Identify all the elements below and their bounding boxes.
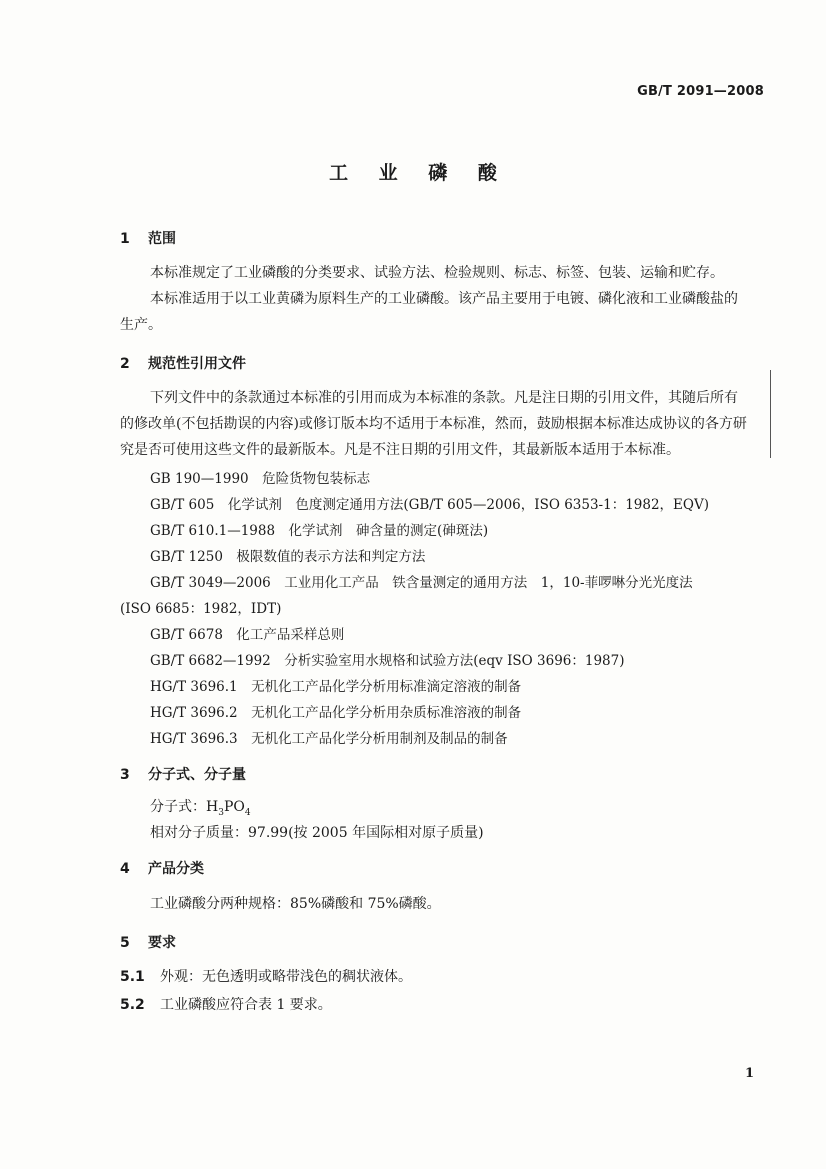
- section-4-heading: [120, 858, 204, 878]
- revision-margin-line: [770, 370, 771, 458]
- subsection-text: 工业磷酸应符合表 1 要求。: [160, 997, 332, 1013]
- section-2-intro: 下列文件中的条款通过本标准的引用而成为本标准的条款。凡是注日期的引用文件，其随后所有: [150, 390, 738, 406]
- subsection-number: 5.1: [120, 969, 145, 985]
- formula-text: 分子式：H: [150, 799, 219, 815]
- reference-item: GB/T 610.1—1988 化学试剂 砷含量的测定(砷斑法): [150, 523, 489, 539]
- section-2-intro: 究是否可使用这些文件的最新版本。凡是不注日期的引用文件，其最新版本适用于本标准。: [120, 442, 680, 458]
- formula-subscript: 4: [244, 807, 251, 818]
- reference-item: GB/T 6678 化工产品采样总则: [150, 627, 345, 643]
- section-2-intro: 的修改单(不包括勘误的内容)或修订版本均不适用于本标准，然而，鼓励根据本标准达成协议的各方研: [120, 416, 747, 432]
- reference-item: HG/T 3696.1 无机化工产品化学分析用标准滴定溶液的制备: [150, 679, 522, 695]
- subsection-text: 外观：无色透明或略带浅色的稠状液体。: [160, 969, 412, 985]
- section-number: 4: [120, 861, 130, 877]
- reference-item: GB/T 3049—2006 工业用化工产品 铁含量测定的通用方法 1，10-菲啰啉分光光度法: [150, 575, 693, 591]
- section-title: 规范性引用文件: [148, 356, 246, 372]
- reference-item: GB 190—1990 危险货物包装标志: [150, 471, 371, 487]
- formula-text: PO: [223, 799, 245, 815]
- reference-item: GB/T 605 化学试剂 色度测定通用方法(GB/T 605—2006，ISO 6353-1：1982，EQV): [150, 497, 709, 513]
- section-title: 要求: [148, 935, 176, 951]
- section-title: 产品分类: [148, 861, 204, 877]
- formula-subscript: 3: [218, 807, 224, 818]
- subsection-number: 5.2: [120, 997, 145, 1013]
- standard-code: GB/T 2091—2008: [637, 84, 764, 99]
- reference-item: HG/T 3696.3 无机化工产品化学分析用制剂及制品的制备: [150, 731, 508, 747]
- reference-item-continuation: (ISO 6685：1982，IDT): [120, 601, 282, 617]
- reference-item: GB/T 1250 极限数值的表示方法和判定方法: [150, 549, 426, 565]
- document-title: 工 业 磷 酸: [329, 162, 509, 184]
- section-1-paragraph: 本标准适用于以工业黄磷为原料生产的工业磷酸。该产品主要用于电镀、磷化液和工业磷酸盐的: [150, 291, 738, 307]
- section-title: 范围: [148, 231, 176, 247]
- section-number: 3: [120, 767, 130, 783]
- page-number: 1: [744, 1066, 754, 1081]
- molecular-mass: 相对分子质量：97.99(按 2005 年国际相对原子质量): [150, 825, 484, 841]
- section-number: 2: [120, 356, 130, 372]
- section-1-heading: [120, 228, 176, 248]
- subsection-5-1: [120, 966, 412, 986]
- section-1-paragraph: 本标准规定了工业磷酸的分类要求、试验方法、检验规则、标志、标签、包装、运输和贮存。: [150, 265, 724, 281]
- section-number: 5: [120, 935, 130, 951]
- section-1-paragraph: 生产。: [120, 317, 162, 333]
- section-2-heading: [120, 353, 246, 373]
- product-classification-text: 工业磷酸分两种规格：85%磷酸和 75%磷酸。: [150, 896, 441, 912]
- reference-item: GB/T 6682—1992 分析实验室用水规格和试验方法(eqv ISO 3696：1987): [150, 653, 625, 669]
- subsection-5-2: [120, 994, 332, 1014]
- section-5-heading: [120, 932, 176, 952]
- section-3-heading: [120, 764, 246, 784]
- section-number: 1: [120, 231, 130, 247]
- section-title: 分子式、分子量: [148, 767, 246, 783]
- reference-item: HG/T 3696.2 无机化工产品化学分析用杂质标准溶液的制备: [150, 705, 522, 721]
